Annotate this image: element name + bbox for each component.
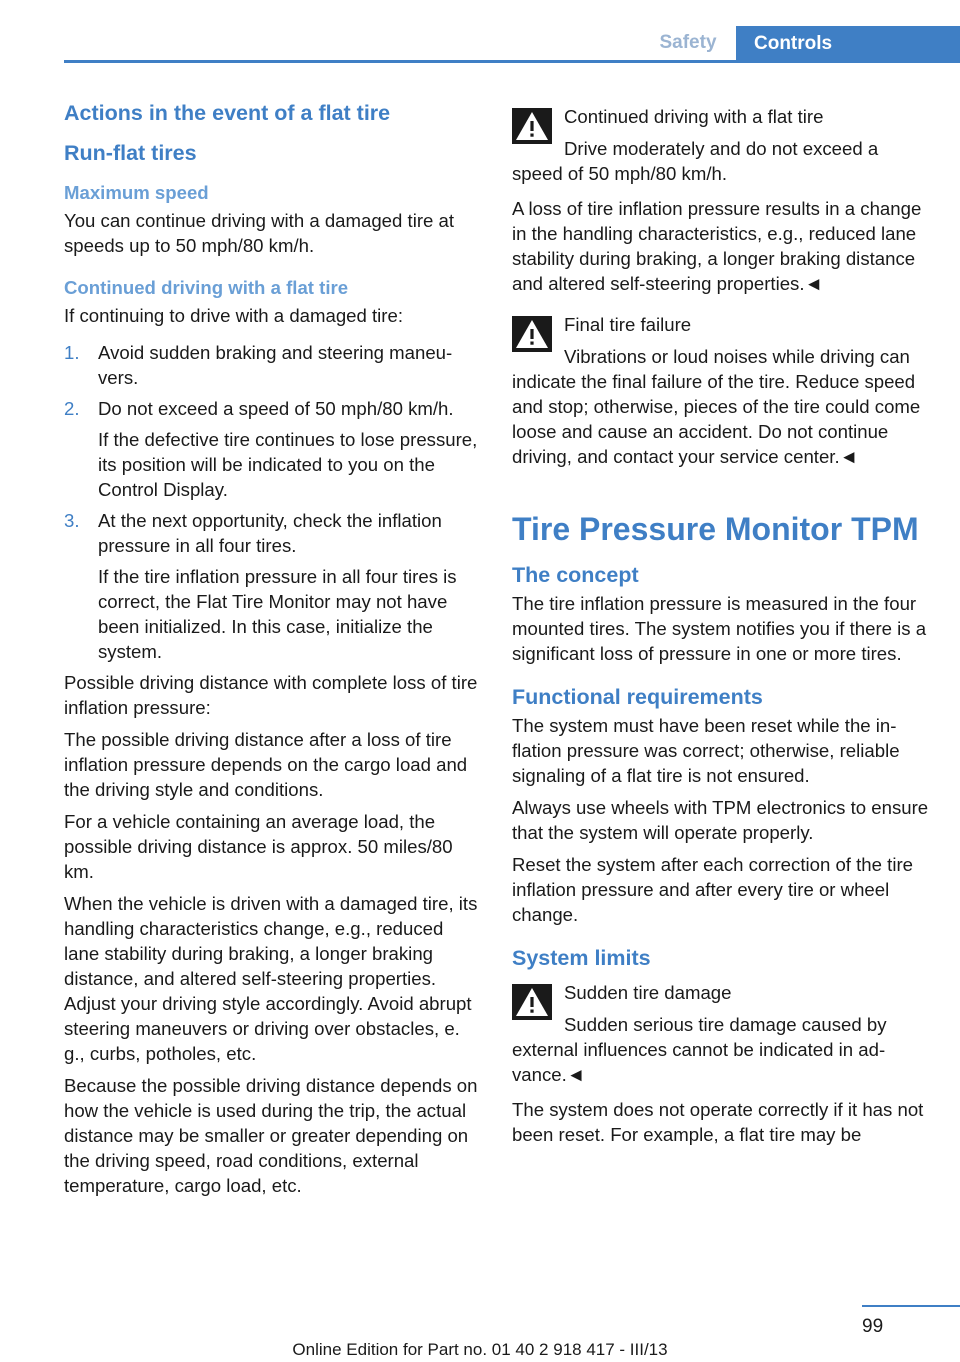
- warning-title: Final tire failure: [564, 314, 692, 335]
- paragraph-actual-distance: Because the possible driving distance depends on how the vehicle is used during the trip, the actual distance may be smaller or greater depending on the driving speed, road conditions, external temperature, cargo load, etc.: [64, 1075, 478, 1196]
- warning-sudden-damage: [512, 980, 930, 1087]
- section-title-tpm: Tire Pressure Monitor TPM: [512, 511, 919, 547]
- paragraph-average-load: For a vehicle containing an average load, the possible driving distance is approx. 50 miles/80 km.: [64, 811, 453, 882]
- list-item: [64, 508, 482, 664]
- max-speed-text: You can continue driving with a damaged tire at speeds up to 50 mph/80 km/h.: [64, 210, 455, 256]
- heading-concept: The concept: [512, 563, 639, 587]
- heading-functional-requirements: Functional requirements: [512, 685, 763, 709]
- step-number: 1.: [64, 342, 80, 363]
- warning-continued-driving: [512, 104, 930, 186]
- heading-system-limits: System limits: [512, 946, 651, 970]
- paragraph-distance-depends: The possible driving distance after a loss of tire inflation pressure depends on the cargo load and the driving style and conditions.: [64, 729, 468, 800]
- paragraph-distance-intro: Possible driving distance with complete loss of tire inflation pressure:: [64, 672, 478, 718]
- step-text: At the next opportunity, check the inflation pressure in all four tires.: [98, 510, 442, 556]
- warning-text: Drive moderately and do not exceed a speed of 50 mph/80 km/h.: [512, 138, 879, 184]
- heading-maximum-speed: Maximum speed: [64, 182, 209, 203]
- page-header: [0, 0, 960, 62]
- step-extra: If the tire inflation pressure in all four tires is correct, the Flat Tire Monitor may not have been initialized. In this case, initialize the system.: [98, 566, 457, 662]
- warning-triangle-icon: [512, 316, 552, 352]
- concept-text: The tire inflation pressure is measured in the four mounted tires. The system notifies you if there is a significant loss of pressure in one or more tires.: [512, 593, 927, 664]
- step-text: Avoid sudden braking and steering maneuvers.: [98, 342, 453, 388]
- heading-continued-driving: Continued driving with a flat tire: [64, 277, 349, 298]
- func-text-1: The system must have been reset while the inflation pressure was correct; otherwise, reliable signaling of a flat tire is not ensured.: [512, 715, 900, 786]
- online-edition-footer: Online Edition for Part no. 01 40 2 918 417 - III/13: [292, 1340, 668, 1359]
- continued-intro: If continuing to drive with a damaged tire:: [64, 305, 404, 326]
- warning-triangle-icon: [512, 984, 552, 1020]
- warning-triangle-icon: [512, 108, 552, 144]
- section-title-actions: Actions in the event of a flat tire: [64, 101, 391, 125]
- warning-text: Sudden serious tire damage caused by external influences cannot be indicated in advance.◄: [512, 1014, 887, 1085]
- list-item: [64, 340, 482, 390]
- section-tab-controls: Controls: [736, 26, 960, 62]
- paragraph-loss-pressure: A loss of tire inflation pressure results in a change in the handling characteristics, e.g., reduced lane stability during braking, a longer braking distance and altered self-steering properties.◄: [512, 198, 922, 294]
- right-column: [512, 104, 930, 1154]
- paragraph-system-not-reset: The system does not operate correctly if it has not been reset. For example, a flat tire may be: [512, 1099, 924, 1145]
- steps-list: [64, 340, 482, 664]
- footer-rule: [862, 1305, 960, 1307]
- section-title-runflat: Run-flat tires: [64, 141, 197, 165]
- func-text-3: Reset the system after each correction of the tire inflation pressure and after every tire or wheel change.: [512, 854, 913, 925]
- warning-final-failure: [512, 312, 930, 469]
- section-tab-safety: Safety: [659, 32, 717, 53]
- step-extra: If the defective tire continues to lose pressure, its position will be indicated to you on the Control Display.: [98, 429, 478, 500]
- warning-title: Continued driving with a flat tire: [564, 106, 824, 127]
- step-text: Do not exceed a speed of 50 mph/80 km/h.: [98, 398, 454, 419]
- warning-title: Sudden tire damage: [564, 982, 732, 1003]
- header-rule: [64, 60, 960, 63]
- paragraph-handling: When the vehicle is driven with a damaged tire, its handling characteristics change, e.g., reduced lane stability during braking, a longer braking distance, and altered self-steering properties. Adjust your driving style accordingly. Avoid abrupt steering maneuvers or driving over obstacles, e. g., curbs, potholes, etc.: [64, 893, 478, 1064]
- step-number: 3.: [64, 510, 80, 531]
- warning-text: Vibrations or loud noises while driving can indicate the final failure of the tire. Reduce speed and stop; otherwise, pieces of the tire could come loose and cause an accident. Do not continue driving, and contact your service center.◄: [512, 346, 921, 467]
- func-text-2: Always use wheels with TPM electronics to ensure that the system will operate properly.: [512, 797, 929, 843]
- left-column: [64, 100, 482, 1205]
- page-number: 99: [862, 1316, 884, 1337]
- step-number: 2.: [64, 398, 80, 419]
- list-item: [64, 396, 482, 502]
